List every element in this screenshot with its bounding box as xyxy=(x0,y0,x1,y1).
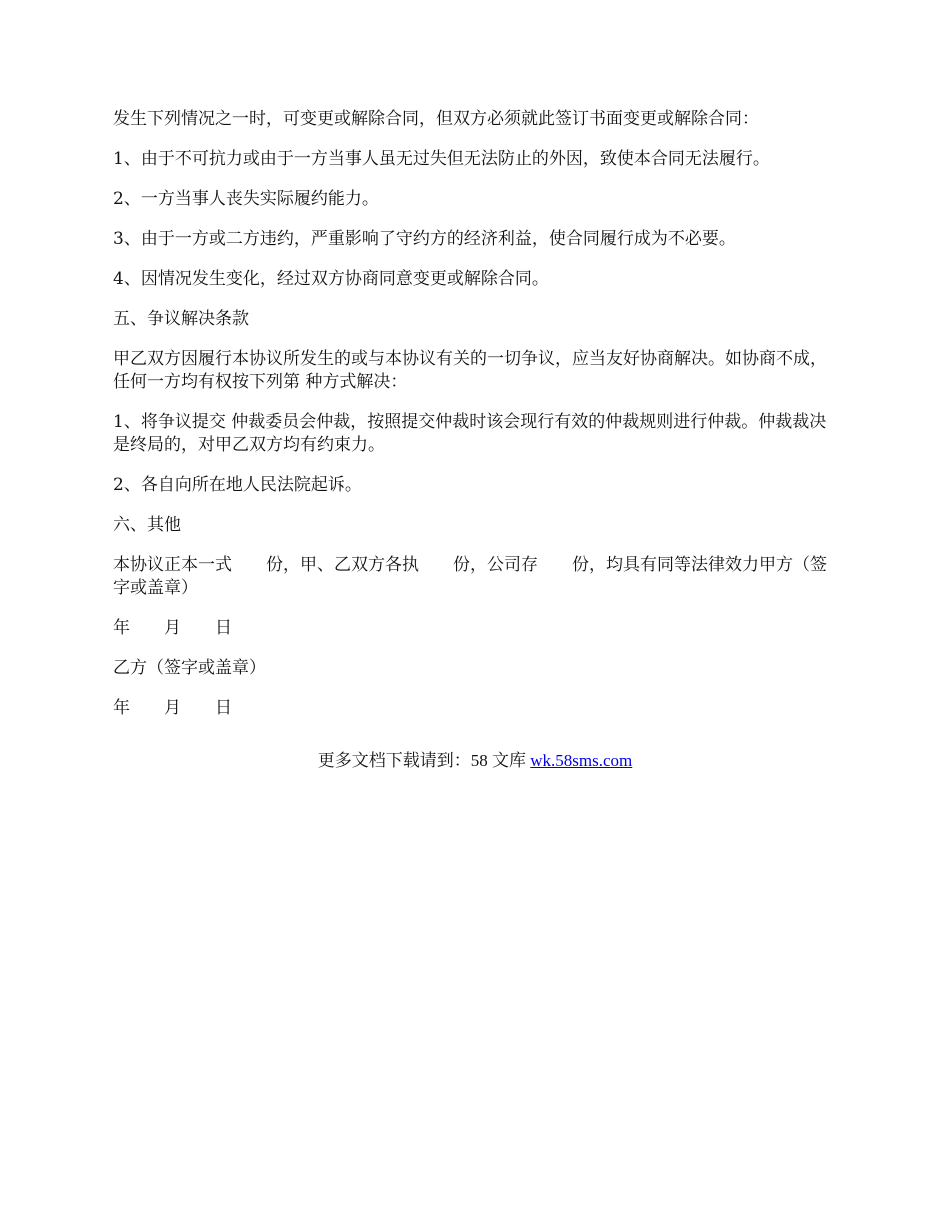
paragraph-change-conditions: 发生下列情况之一时，可变更或解除合同，但双方必须就此签订书面变更或解除合同： xyxy=(113,109,759,129)
paragraph-clause-4: 4、因情况发生变化，经过双方协商同意变更或解除合同。 xyxy=(113,269,549,289)
signature-party-b: 乙方（签字或盖章） xyxy=(113,658,266,678)
paragraph-arbitration: 1、将争议提交 仲裁委员会仲裁，按照提交仲裁时该会现行有效的仲裁规则进行仲裁。仲裁裁决是终局的，对甲乙双方均有约束力。 xyxy=(113,412,827,455)
section-heading-dispute: 五、争议解决条款 xyxy=(113,309,249,329)
date-line-party-b: 年 月 日 xyxy=(113,698,232,718)
footer-text: 更多文档下载请到：58 文库 xyxy=(317,751,531,770)
paragraph-dispute-intro: 甲乙双方因履行本协议所发生的或与本协议有关的一切争议，应当友好协商解决。如协商不成，任何一方均有权按下列第 种方式解决： xyxy=(113,349,827,392)
paragraph-court: 2、各自向所在地人民法院起诉。 xyxy=(113,475,362,495)
download-footer xyxy=(0,746,950,771)
paragraph-copies: 本协议正本一式 份，甲、乙双方各执 份，公司存 份，均具有同等法律效力甲方（签字或盖章） xyxy=(113,555,827,598)
date-line-party-a: 年 月 日 xyxy=(113,618,232,638)
section-heading-other: 六、其他 xyxy=(113,515,181,535)
paragraph-clause-3: 3、由于一方或二方违约，严重影响了守约方的经济利益，使合同履行成为不必要。 xyxy=(113,229,736,249)
footer-link[interactable]: wk.58sms.com xyxy=(530,751,633,770)
paragraph-clause-2: 2、一方当事人丧失实际履约能力。 xyxy=(113,189,379,209)
document-body xyxy=(113,108,841,737)
paragraph-clause-1: 1、由于不可抗力或由于一方当事人虽无过失但无法防止的外因，致使本合同无法履行。 xyxy=(113,149,770,169)
